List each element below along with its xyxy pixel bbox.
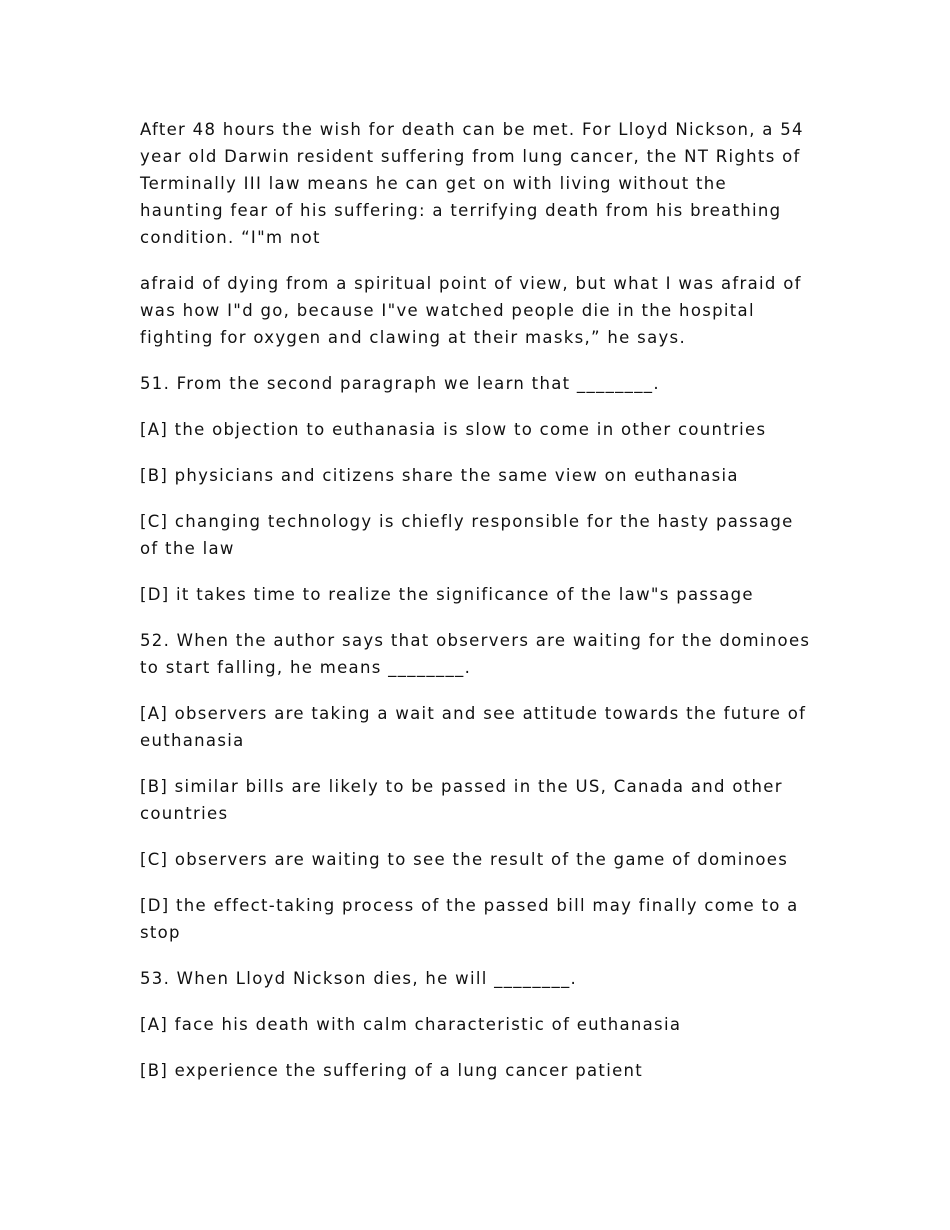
passage-paragraph-1: After 48 hours the wish for death can be met. For Lloyd Nickson, a 54 year old Darwin resident suffering from lung cancer, the NT Rights of Terminally III law means he can get on with living without the haunting fear of his suffering: a terrifying death from his breathing condition. “I"m not — [140, 120, 804, 247]
question-51-option-b: [B] physicians and citizens share the same view on euthanasia — [140, 466, 739, 485]
question-52-option-d: [D] the effect-taking process of the passed bill may finally come to a stop — [140, 896, 799, 942]
question-53: 53. When Lloyd Nickson dies, he will ________. — [140, 969, 578, 988]
question-52-option-a: [A] observers are taking a wait and see attitude towards the future of euthanasia — [140, 704, 807, 750]
question-52-option-c: [C] observers are waiting to see the result of the game of dominoes — [140, 850, 789, 869]
question-51: 51. From the second paragraph we learn that ________. — [140, 374, 660, 393]
question-51-option-d: [D] it takes time to realize the significance of the law"s passage — [140, 585, 754, 604]
question-51-option-a: [A] the objection to euthanasia is slow to come in other countries — [140, 420, 767, 439]
question-52: 52. When the author says that observers are waiting for the dominoes to start falling, he means ________. — [140, 631, 811, 677]
question-51-option-c: [C] changing technology is chiefly responsible for the hasty passage of the law — [140, 512, 794, 558]
question-52-option-b: [B] similar bills are likely to be passed in the US, Canada and other countries — [140, 777, 783, 823]
question-53-option-b: [B] experience the suffering of a lung cancer patient — [140, 1061, 644, 1080]
document-body — [140, 116, 812, 1103]
passage-paragraph-2: afraid of dying from a spiritual point of view, but what I was afraid of was how I"d go, because I"ve watched people die in the hospital fighting for oxygen and clawing at their masks,” he says. — [140, 274, 802, 347]
question-53-option-a: [A] face his death with calm characteristic of euthanasia — [140, 1015, 682, 1034]
